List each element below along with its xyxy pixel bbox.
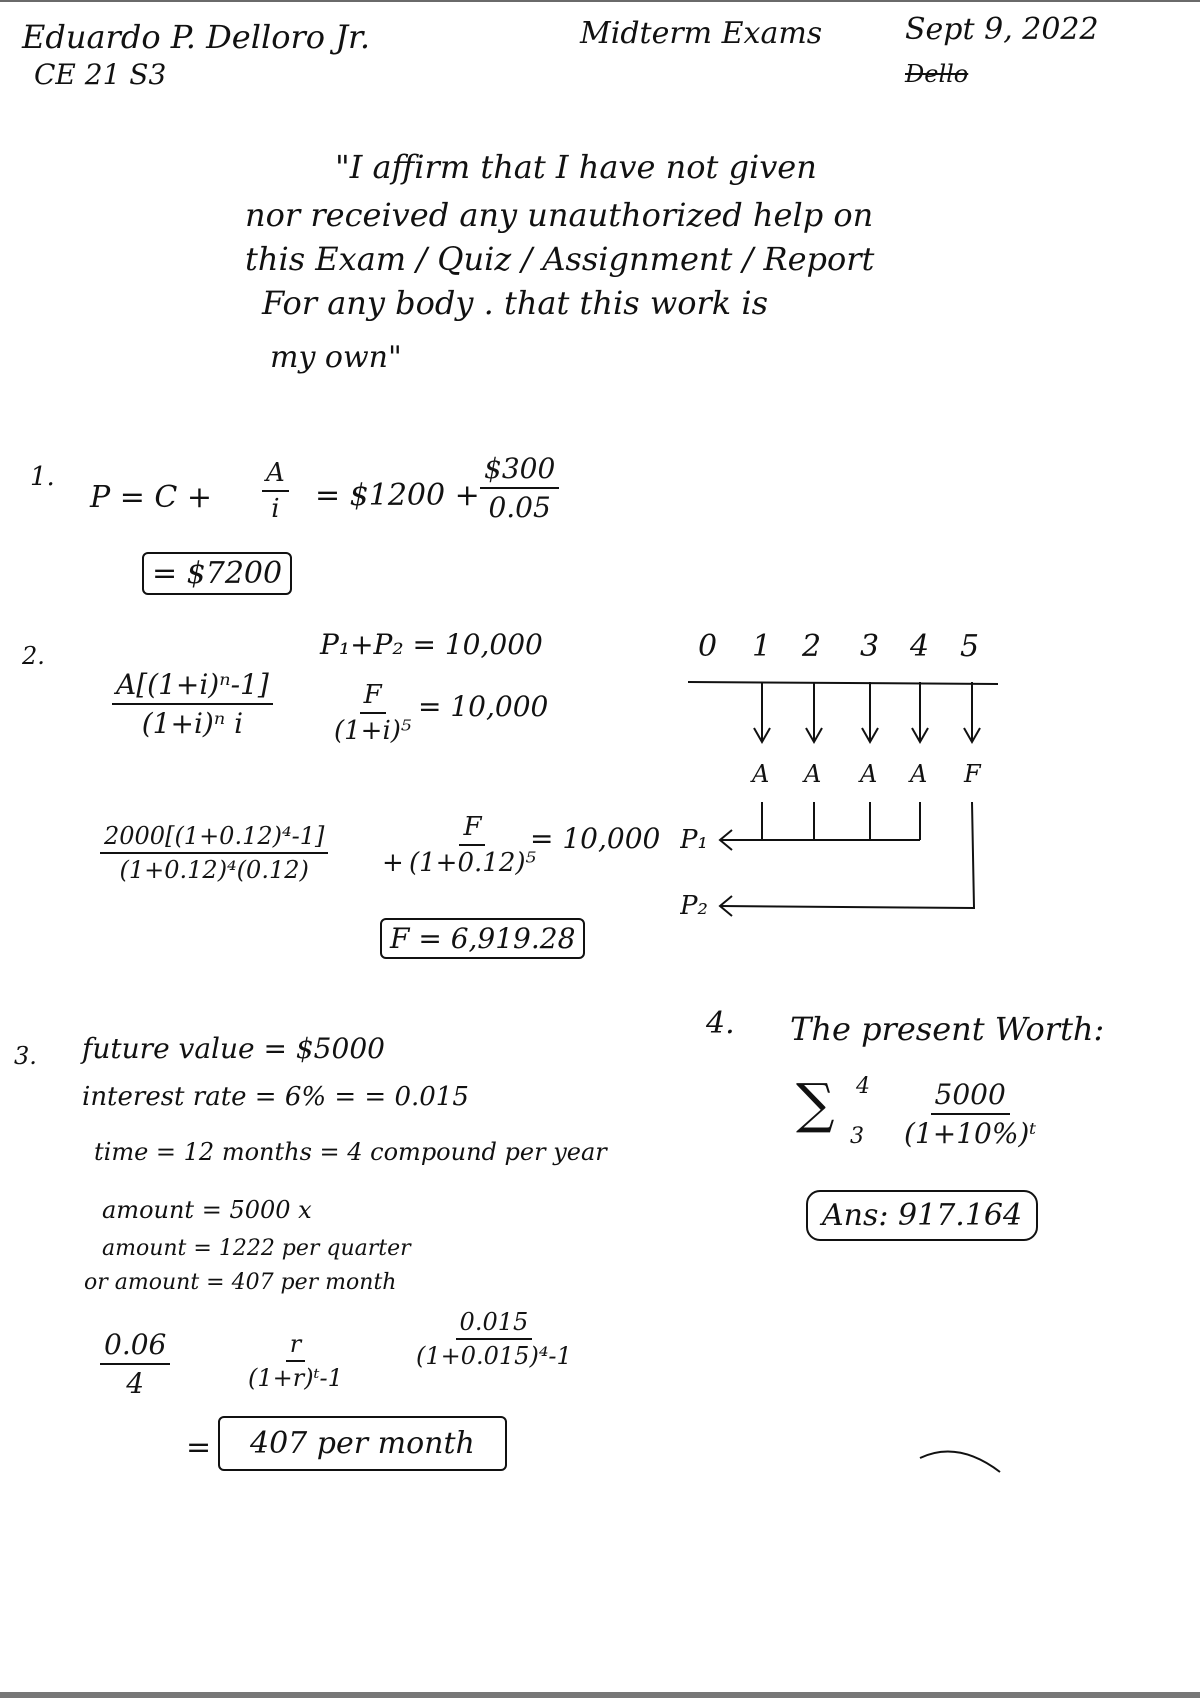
problem-1-middle: = $1200 + [315, 478, 480, 513]
problem-2-fraction-1 [112, 668, 273, 740]
p2-label: P₂ [680, 891, 708, 921]
problem-2-answer: F = 6,919.28 [380, 918, 585, 959]
problem-3-fraction-1 [100, 1328, 170, 1400]
time-axis [688, 682, 998, 684]
fraction-denominator: (1+r)ᵗ-1 [248, 1364, 343, 1392]
period-label: 2 [802, 630, 822, 664]
exam-date: Sept 9, 2022 [905, 12, 1099, 47]
sigma-lower-limit: 3 [850, 1124, 864, 1149]
problem-2-sum: P₁+P₂ = 10,000 [320, 628, 543, 661]
period-label: 5 [960, 630, 980, 664]
fraction-denominator: (1+i)ⁿ i [141, 707, 244, 740]
affirmation-line-4: For any body . that this work is [262, 284, 768, 322]
problem-1-fraction [262, 458, 289, 524]
problem-1-fraction-2 [480, 452, 559, 524]
problem-3-number: 3. [14, 1042, 37, 1070]
scan-bottom-edge [0, 1692, 1200, 1698]
flow-labels [750, 760, 982, 788]
signature: Dello [905, 60, 969, 88]
pen-stroke [920, 1452, 1000, 1472]
fraction-denominator: (1+i)⁵ [334, 716, 412, 746]
fraction-numerator: A[(1+i)ⁿ-1] [112, 668, 273, 705]
cash-flow-diagram [680, 630, 1020, 930]
fraction-numerator: F [360, 680, 386, 714]
problem-3-fraction-3 [412, 1308, 576, 1370]
fraction-numerator: F [459, 812, 485, 846]
scan-top-edge [0, 0, 1200, 2]
period-label: 1 [752, 630, 772, 664]
affirmation-line-2: nor received any unauthorized help on [245, 196, 874, 234]
affirmation-line-1: "I affirm that I have not given [335, 148, 817, 186]
exam-title: Midterm Exams [580, 16, 823, 51]
problem-3-line-2: interest rate = 6% = = 0.015 [82, 1082, 469, 1112]
affirmation-line-5: my own" [270, 340, 402, 375]
fraction-denominator: (1+0.12)⁵ [409, 848, 536, 878]
affirmation-line-3: this Exam / Quiz / Assignment / Report [245, 240, 875, 278]
problem-3-line-5: amount = 1222 per quarter [102, 1236, 411, 1261]
problem-1-lhs: P = C + [90, 480, 213, 515]
fraction-numerator: A [262, 458, 289, 492]
fraction-denominator: 4 [126, 1367, 145, 1400]
course-code: CE 21 S3 [34, 58, 167, 91]
sigma-upper-limit: 4 [856, 1074, 870, 1099]
problem-4-answer: Ans: 917.164 [806, 1190, 1038, 1241]
problem-3-answer-prefix: = [186, 1430, 212, 1465]
fraction-denominator: (1+0.015)⁴-1 [416, 1342, 572, 1370]
fraction-numerator: 5000 [931, 1078, 1010, 1115]
problem-3-line-3: time = 12 months = 4 compound per year [94, 1138, 607, 1166]
fraction-numerator: 0.015 [456, 1308, 533, 1340]
period-label: 0 [698, 630, 718, 664]
fraction-numerator: 0.06 [100, 1328, 170, 1365]
student-name: Eduardo P. Delloro Jr. [22, 18, 370, 56]
flow-label: A [910, 760, 928, 788]
fraction-denominator: (1+0.12)⁴(0.12) [119, 856, 309, 884]
problem-3-fraction-2 [244, 1330, 347, 1392]
flow-label: A [860, 760, 878, 788]
problem-3-answer: 407 per month [218, 1416, 507, 1471]
problem-4-heading: The present Worth: [790, 1010, 1105, 1048]
period-label: 4 [910, 630, 930, 664]
flow-label: F [964, 760, 981, 788]
problem-1-number: 1. [30, 462, 55, 492]
problem-1-answer: = $7200 [142, 552, 292, 595]
problem-4-fraction [900, 1078, 1040, 1150]
problem-2-fraction-4 [405, 812, 540, 878]
problem-2-number: 2. [22, 642, 45, 670]
flow-label: A [804, 760, 822, 788]
cash-flow-arrows [754, 682, 980, 742]
fraction-numerator: r [286, 1330, 305, 1362]
problem-2-fraction-3 [100, 822, 328, 884]
discount-lines [720, 802, 974, 916]
period-label: 3 [860, 630, 880, 664]
problem-2-eq2-rhs: = 10,000 [530, 822, 661, 855]
p1-label: P₁ [680, 825, 708, 855]
problem-3-line-6: or amount = 407 per month [84, 1270, 397, 1295]
flow-label: A [752, 760, 770, 788]
problem-4-number: 4. [706, 1006, 735, 1041]
sigma-symbol: ∑ [796, 1072, 835, 1135]
fraction-numerator: 2000[(1+0.12)⁴-1] [100, 822, 328, 854]
period-labels [698, 630, 979, 664]
problem-2-fraction-2 [330, 680, 415, 746]
problem-2-plus: + [382, 848, 404, 878]
fraction-denominator: i [271, 494, 280, 524]
problem-3-line-1: future value = $5000 [82, 1032, 385, 1065]
problem-2-eq1-rhs: = 10,000 [418, 690, 549, 723]
fraction-numerator: $300 [480, 452, 559, 489]
fraction-denominator: 0.05 [488, 491, 551, 524]
p2-line [720, 802, 974, 908]
stray-pen-mark [918, 1440, 1008, 1480]
problem-3-line-4: amount = 5000 x [102, 1196, 312, 1224]
fraction-denominator: (1+10%)ᵗ [904, 1117, 1037, 1150]
